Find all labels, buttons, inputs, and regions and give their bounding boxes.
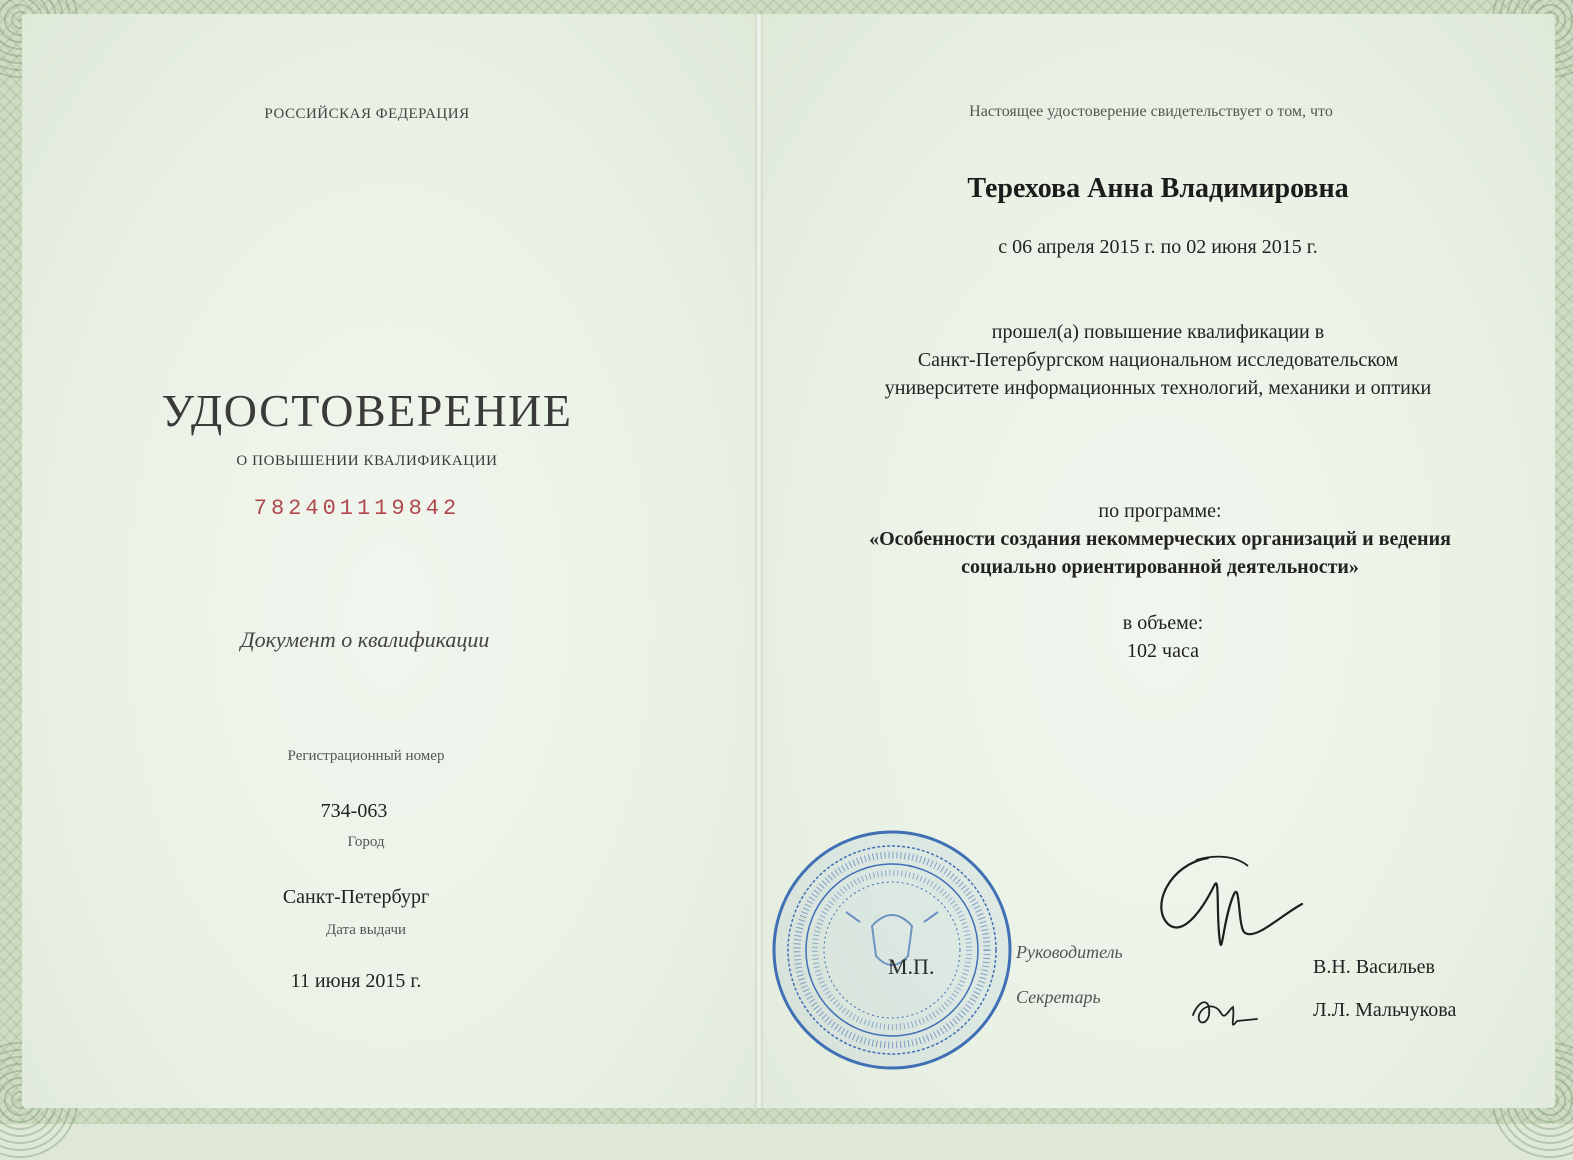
city-label: Город xyxy=(347,834,385,850)
secretary-role-label: Секретарь xyxy=(1016,987,1101,1007)
issue-date: 11 июня 2015 г. xyxy=(290,970,422,992)
volume-block xyxy=(1123,609,1203,665)
program-label: по программе: xyxy=(1098,500,1222,522)
issue-date-label: Дата выдачи xyxy=(325,922,407,938)
head-name: В.Н. Васильев xyxy=(1313,956,1436,978)
document-type: Документ о квалификации xyxy=(240,627,490,652)
volume-label: в объеме: xyxy=(1122,612,1204,634)
institution-block xyxy=(885,318,1432,402)
institution-line: университете информационных технологий, механики и оптики xyxy=(884,377,1432,399)
program-name: социально ориентированной деятельности» xyxy=(961,556,1359,578)
country-header: РОССИЙСКАЯ ФЕДЕРАЦИЯ xyxy=(264,106,470,122)
registration-number: 734-063 xyxy=(320,800,388,822)
secretary-signature-icon xyxy=(1185,985,1265,1035)
serial-number: 782401119842 xyxy=(253,496,461,521)
passed-line: прошел(а) повышение квалификации в xyxy=(991,321,1325,343)
program-name: «Особенности создания некоммерческих организаций и ведения xyxy=(869,528,1451,550)
spine xyxy=(755,14,763,1108)
head-role-label: Руководитель xyxy=(1016,942,1123,962)
city-value: Санкт-Петербург xyxy=(282,886,430,908)
holder-name: Терехова Анна Владимировна xyxy=(967,173,1349,204)
left-page xyxy=(22,14,757,1108)
certificate-title: УДОСТОВЕРЕНИЕ xyxy=(161,385,573,436)
secretary-name: Л.Л. Мальчукова xyxy=(1313,999,1457,1021)
intro-text: Настоящее удостоверение свидетельствует о том, что xyxy=(969,103,1333,120)
certificate-subtitle: О ПОВЫШЕНИИ КВАЛИФИКАЦИИ xyxy=(236,453,498,469)
seal-stamp-icon xyxy=(768,826,1016,1074)
institution-line: Санкт-Петербургском национальном исследовательском xyxy=(917,349,1399,371)
stamp-mark: М.П. xyxy=(888,954,935,979)
program-block xyxy=(869,497,1451,581)
head-signature-icon xyxy=(1150,846,1310,966)
course-period: с 06 апреля 2015 г. по 02 июня 2015 г. xyxy=(998,236,1318,258)
volume-value: 102 часа xyxy=(1127,640,1199,662)
registration-label: Регистрационный номер xyxy=(287,748,445,764)
